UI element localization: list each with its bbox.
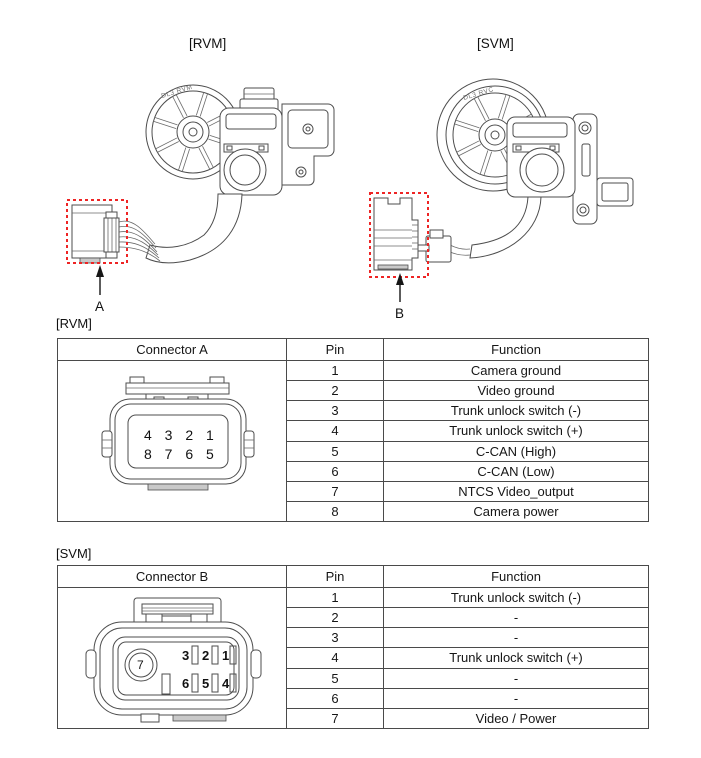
svm-connector-housing [374, 198, 418, 270]
rvm-rim-text: DL3 RVM [160, 83, 194, 100]
rvm-camera-body [220, 108, 282, 195]
svm-connector-table [57, 565, 649, 729]
pin-cell: 3 [287, 628, 384, 648]
connector-a-pin-row-bottom: 8 7 6 5 [144, 446, 219, 462]
col-header-function: Function [384, 339, 649, 361]
svm-callout-letter: B [395, 306, 405, 321]
function-cell: Camera power [384, 501, 649, 521]
pin-cell: 7 [287, 481, 384, 501]
connector-a-pin-row-top: 4 3 2 1 [144, 427, 219, 443]
connector-b-bottom-pin: 5 [202, 676, 210, 691]
col-header-pin: Pin [287, 339, 384, 361]
pin-cell: 1 [287, 361, 384, 381]
function-cell: Trunk unlock switch (+) [384, 421, 649, 441]
svm-mating-connector [417, 230, 451, 262]
function-cell: Camera ground [384, 361, 649, 381]
connector-b-bottom-pin: 6 [182, 676, 190, 691]
function-cell: Video / Power [384, 708, 649, 728]
svm-bracket [573, 114, 633, 224]
function-cell: - [384, 608, 649, 628]
col-header-function: Function [384, 566, 649, 588]
function-cell: C-CAN (Low) [384, 461, 649, 481]
function-cell: C-CAN (High) [384, 441, 649, 461]
pin-cell: 3 [287, 401, 384, 421]
pin-cell: 5 [287, 668, 384, 688]
function-cell: Trunk unlock switch (-) [384, 588, 649, 608]
connector-b-top-pin: 2 [202, 648, 210, 663]
col-header-connector: Connector A [58, 339, 287, 361]
rvm-bracket [282, 104, 334, 185]
pin-cell: 2 [287, 381, 384, 401]
pin-cell: 1 [287, 588, 384, 608]
pin-cell: 4 [287, 648, 384, 668]
function-cell: NTCS Video_output [384, 481, 649, 501]
function-cell: Trunk unlock switch (+) [384, 648, 649, 668]
svm-cable [448, 197, 541, 258]
rvm-figure-title: [RVM] [189, 36, 227, 51]
pin-cell: 2 [287, 608, 384, 628]
rvm-section-label: [RVM] [56, 316, 92, 331]
pin-cell: 6 [287, 461, 384, 481]
function-cell: - [384, 628, 649, 648]
connector-b-pin7-label: 7 [137, 658, 144, 672]
svm-figure-title: [SVM] [477, 36, 514, 51]
function-cell: Video ground [384, 381, 649, 401]
table-row [58, 361, 649, 381]
pin-cell: 6 [287, 688, 384, 708]
pin-cell: 4 [287, 421, 384, 441]
table-header-row [58, 566, 649, 588]
function-cell: - [384, 668, 649, 688]
rvm-cable-tube [146, 194, 242, 263]
connector-b-top-pin: 1 [222, 648, 230, 663]
pin-cell: 7 [287, 708, 384, 728]
svm-callout-arrow [396, 273, 404, 302]
col-header-pin: Pin [287, 566, 384, 588]
svm-camera-illustration [360, 62, 650, 324]
table-row [58, 588, 649, 608]
rvm-callout-letter: A [95, 299, 105, 314]
connector-b-face [58, 588, 287, 728]
svm-camera-body [507, 117, 575, 197]
svm-section-label: [SVM] [56, 546, 92, 561]
svm-rim-text: DL3 RVC [462, 85, 495, 102]
connector-a-diagram-cell [58, 361, 287, 522]
pin-cell: 8 [287, 501, 384, 521]
connector-a-face [58, 361, 287, 521]
connector-b-bottom-pin: 4 [222, 676, 230, 691]
svm-camera-lens [520, 148, 564, 192]
pin-cell: 5 [287, 441, 384, 461]
connector-b-diagram-cell [58, 588, 287, 729]
rvm-camera-illustration [58, 68, 358, 318]
rvm-connector-housing [72, 205, 119, 263]
rvm-connector-table [57, 338, 649, 522]
function-cell: - [384, 688, 649, 708]
function-cell: Trunk unlock switch (-) [384, 401, 649, 421]
connector-b-top-pin: 3 [182, 648, 190, 663]
table-header-row [58, 339, 649, 361]
col-header-connector: Connector B [58, 566, 287, 588]
rvm-callout-arrow [96, 265, 104, 295]
